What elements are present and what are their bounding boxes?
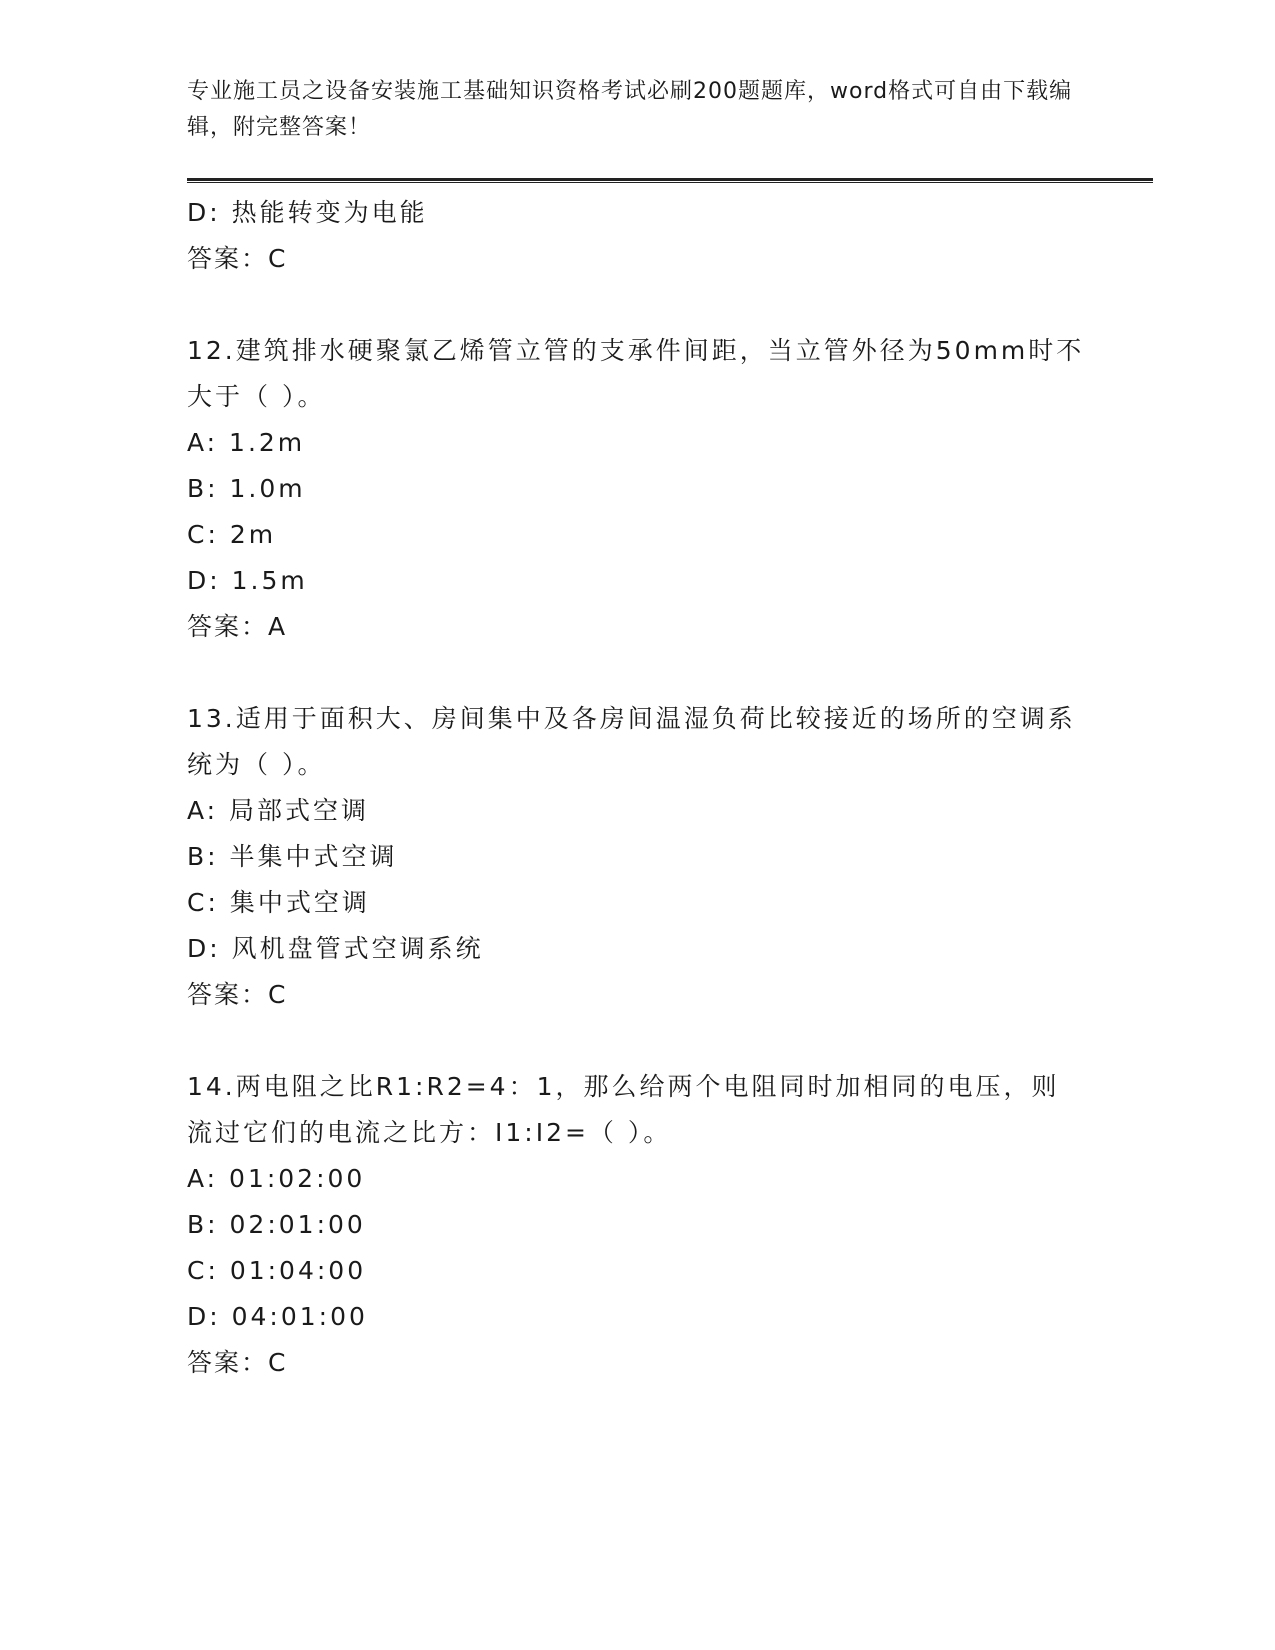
option-d: D: 1.5m xyxy=(187,566,308,595)
option-b: B: 半集中式空调 xyxy=(187,842,398,871)
option-b: B: 02:01:00 xyxy=(187,1210,366,1239)
option-a: A: 1.2m xyxy=(187,428,306,457)
option-d: D: 热能转变为电能 xyxy=(187,198,428,227)
option-b: B: 1.0m xyxy=(187,474,306,503)
question-stem: 12.建筑排水硬聚氯乙烯管立管的支承件间距，当立管外径为50mm时不大于（ ）。 xyxy=(187,336,1085,411)
answer: 答案：C xyxy=(187,244,288,273)
page-header: 专业施工员之设备安装施工基础知识资格考试必刷200题题库，word格式可自由下载编辑，附完整答案！ xyxy=(187,79,1073,140)
option-c: C: 01:04:00 xyxy=(187,1256,367,1285)
option-a: A: 01:02:00 xyxy=(187,1164,366,1193)
question-stem: 13.适用于面积大、房间集中及各房间温湿负荷比较接近的场所的空调系统为（ ）。 xyxy=(187,704,1076,779)
question-14 xyxy=(187,1064,1087,1386)
option-c: C: 集中式空调 xyxy=(187,888,370,917)
option-a: A: 局部式空调 xyxy=(187,796,370,825)
answer: 答案：C xyxy=(187,980,288,1009)
option-d: D: 风机盘管式空调系统 xyxy=(187,934,484,963)
question-13 xyxy=(187,696,1087,1018)
document-body xyxy=(187,190,1087,1386)
option-d: D: 04:01:00 xyxy=(187,1302,368,1331)
answer: 答案：C xyxy=(187,1348,288,1377)
question-12 xyxy=(187,328,1087,650)
header-divider xyxy=(187,178,1153,183)
answer: 答案：A xyxy=(187,612,288,641)
question-11-tail xyxy=(187,190,1087,282)
question-stem: 14.两电阻之比R1:R2=4：1，那么给两个电阻同时加相同的电压，则流过它们的电流之比方：I1:I2=（ ）。 xyxy=(187,1072,1060,1147)
option-c: C: 2m xyxy=(187,520,277,549)
